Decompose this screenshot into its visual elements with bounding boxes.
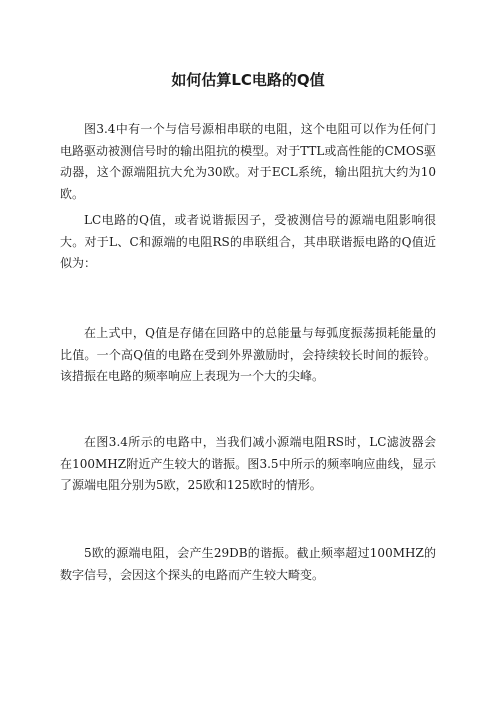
paragraph-5: 5欧的源端电阻，会产生29DB的谐振。截止频率超过100MHZ的数字信号，会因这个探头的电路而产生较大畸变。 — [60, 546, 436, 582]
page-title: 如何估算LC电路的Q值 — [171, 71, 325, 89]
paragraph-1: 图3.4中有一个与信号源相串联的电阻，这个电阻可以作为任何门电路驱动被测信号时的输出阻抗的模型。对于TTL或高性能的CMOS驱动器，这个源端阻抗大允为30欧。对于ECL系统，输出阻抗大约为10欧。 — [60, 122, 436, 201]
paragraph-3: 在上式中，Q值是存储在回路中的总能量与每弧度振荡损耗能量的比值。一个高Q值的电路在受到外界激励时，会持续较长时间的振铃。该措振在电路的频率响应上表现为一个大的尖峰。 — [60, 326, 436, 383]
paragraph-4: 在图3.4所示的电路中，当我们减小源端电阻RS时，LC滤波器会在100MHZ附近产生较大的谐振。图3.5中所示的频率响应曲线，显示了源端电阻分别为5欧，25欧和125欧时的情形。 — [60, 435, 436, 492]
paragraph-2: LC电路的Q值，或者说谐振因子，受被测信号的源端电阻影响很大。对于L、C和源端的电阻RS的串联组合，其串联谐振电路的Q值近似为： — [60, 213, 436, 270]
